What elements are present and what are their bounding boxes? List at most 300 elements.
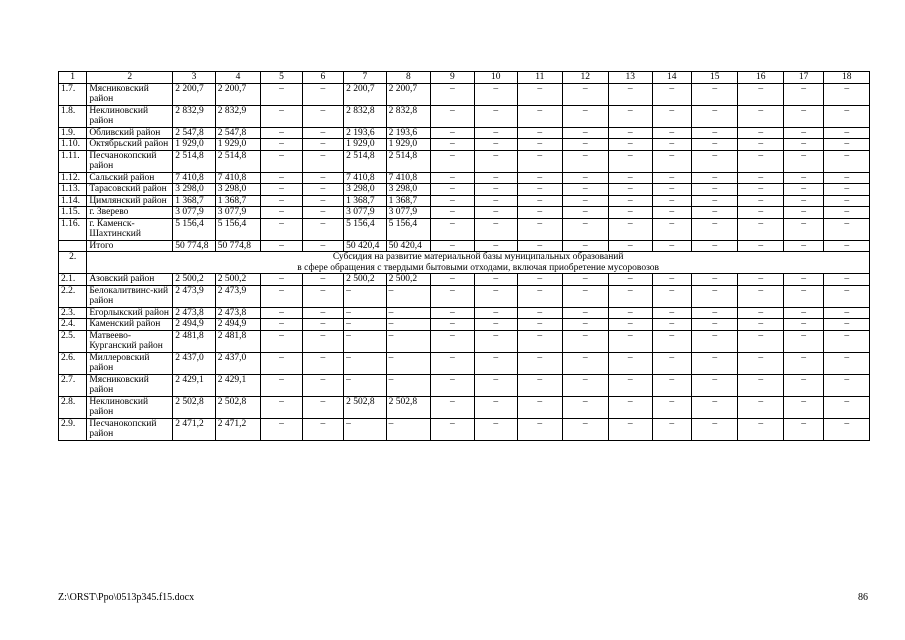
value-cell: 3 298,0 — [173, 184, 215, 196]
value-cell: – — [518, 139, 562, 151]
value-cell: – — [386, 285, 430, 307]
column-number: 14 — [652, 72, 691, 84]
value-cell: 5 156,4 — [215, 218, 261, 240]
value-cell: – — [261, 83, 302, 105]
value-cell: – — [474, 319, 517, 331]
value-cell: – — [691, 105, 738, 127]
value-cell: – — [824, 184, 870, 196]
row-number: 2.4. — [59, 319, 87, 331]
value-cell: – — [562, 195, 609, 207]
row-number: 2.5. — [59, 330, 87, 352]
value-cell: – — [474, 184, 517, 196]
value-cell: – — [691, 127, 738, 139]
value-cell: 2 494,9 — [173, 319, 215, 331]
value-cell: – — [783, 396, 823, 418]
value-cell: – — [344, 285, 386, 307]
table-row — [59, 195, 870, 207]
value-cell: – — [691, 319, 738, 331]
budget-table — [58, 71, 870, 441]
value-cell: – — [562, 330, 609, 352]
value-cell: 2 832,9 — [173, 105, 215, 127]
value-cell: – — [431, 184, 474, 196]
value-cell: – — [609, 418, 652, 440]
row-number: 2.9. — [59, 418, 87, 440]
value-cell: 7 410,8 — [344, 172, 386, 184]
value-cell: – — [562, 139, 609, 151]
value-cell: – — [738, 83, 784, 105]
value-cell: – — [652, 240, 691, 252]
column-number: 1 — [59, 72, 87, 84]
value-cell: 5 156,4 — [173, 218, 215, 240]
row-number: 1.14. — [59, 195, 87, 207]
value-cell: – — [474, 240, 517, 252]
district-name: Егорлыкский район — [87, 307, 173, 319]
value-cell: – — [738, 274, 784, 286]
value-cell: 1 929,0 — [344, 139, 386, 151]
value-cell: – — [783, 352, 823, 374]
value-cell: – — [652, 218, 691, 240]
value-cell: – — [609, 396, 652, 418]
value-cell: – — [431, 330, 474, 352]
value-cell: 3 077,9 — [215, 207, 261, 219]
value-cell: – — [824, 330, 870, 352]
row-number: 2.1. — [59, 274, 87, 286]
district-name: Песчанокопский район — [87, 418, 173, 440]
value-cell: – — [518, 396, 562, 418]
value-cell: 2 494,9 — [215, 319, 261, 331]
value-cell: – — [691, 307, 738, 319]
value-cell: – — [518, 172, 562, 184]
table-row — [59, 207, 870, 219]
value-cell: – — [738, 150, 784, 172]
value-cell: – — [824, 274, 870, 286]
footer-page-number: 86 — [858, 592, 868, 603]
district-name: Итого — [87, 240, 173, 252]
value-cell: – — [302, 240, 343, 252]
value-cell: – — [691, 150, 738, 172]
value-cell: – — [562, 105, 609, 127]
row-number: 1.8. — [59, 105, 87, 127]
value-cell: – — [652, 307, 691, 319]
value-cell: – — [738, 184, 784, 196]
value-cell: 2 429,1 — [173, 374, 215, 396]
table-row — [59, 319, 870, 331]
value-cell: – — [783, 127, 823, 139]
value-cell: – — [261, 307, 302, 319]
value-cell: – — [302, 172, 343, 184]
value-cell: 2 547,8 — [173, 127, 215, 139]
value-cell: – — [518, 307, 562, 319]
value-cell: – — [609, 218, 652, 240]
value-cell: 50 420,4 — [344, 240, 386, 252]
value-cell: – — [738, 105, 784, 127]
row-number: 1.10. — [59, 139, 87, 151]
value-cell: – — [738, 207, 784, 219]
value-cell: – — [652, 396, 691, 418]
value-cell: – — [652, 195, 691, 207]
section-title-line2: в сфере обращения с твердыми бытовыми отходами, включая приобретение мусоровозов — [297, 262, 660, 273]
row-number: 1.12. — [59, 172, 87, 184]
value-cell: – — [652, 418, 691, 440]
value-cell: – — [474, 374, 517, 396]
value-cell: – — [652, 207, 691, 219]
district-name: Песчанокопский район — [87, 150, 173, 172]
value-cell: – — [261, 127, 302, 139]
value-cell: – — [261, 218, 302, 240]
value-cell: – — [562, 319, 609, 331]
value-cell: – — [562, 240, 609, 252]
value-cell: – — [783, 139, 823, 151]
column-number: 13 — [609, 72, 652, 84]
value-cell: – — [738, 374, 784, 396]
value-cell: – — [652, 374, 691, 396]
value-cell: – — [783, 307, 823, 319]
footer-file-path: Z:\ORST\Ppo\0513p345.f15.docx — [58, 592, 195, 603]
value-cell: – — [386, 330, 430, 352]
value-cell: – — [738, 172, 784, 184]
value-cell: – — [431, 218, 474, 240]
value-cell: – — [344, 330, 386, 352]
value-cell: 2 200,7 — [386, 83, 430, 105]
value-cell: – — [261, 374, 302, 396]
value-cell: – — [691, 218, 738, 240]
value-cell: 2 193,6 — [386, 127, 430, 139]
value-cell: – — [518, 150, 562, 172]
value-cell: – — [609, 307, 652, 319]
value-cell: – — [518, 319, 562, 331]
value-cell: – — [691, 172, 738, 184]
value-cell: – — [824, 83, 870, 105]
value-cell: – — [518, 352, 562, 374]
value-cell: – — [302, 150, 343, 172]
value-cell: – — [474, 127, 517, 139]
value-cell: – — [652, 105, 691, 127]
value-cell: – — [518, 83, 562, 105]
value-cell: – — [824, 285, 870, 307]
value-cell: – — [431, 172, 474, 184]
row-number: 2.7. — [59, 374, 87, 396]
value-cell: – — [824, 207, 870, 219]
value-cell: – — [652, 139, 691, 151]
value-cell: 2 547,8 — [215, 127, 261, 139]
value-cell: – — [261, 207, 302, 219]
value-cell: 2 514,8 — [173, 150, 215, 172]
value-cell: – — [609, 105, 652, 127]
value-cell: – — [431, 240, 474, 252]
value-cell: – — [474, 105, 517, 127]
value-cell: – — [344, 352, 386, 374]
value-cell: – — [261, 418, 302, 440]
value-cell: 2 500,2 — [215, 274, 261, 286]
value-cell: – — [302, 285, 343, 307]
district-name: Обливский район — [87, 127, 173, 139]
value-cell: – — [431, 418, 474, 440]
value-cell: – — [783, 330, 823, 352]
value-cell: 5 156,4 — [344, 218, 386, 240]
value-cell: – — [302, 418, 343, 440]
value-cell: – — [562, 274, 609, 286]
value-cell: – — [783, 240, 823, 252]
value-cell: – — [518, 218, 562, 240]
value-cell: 3 298,0 — [386, 184, 430, 196]
value-cell: 2 200,7 — [344, 83, 386, 105]
value-cell: – — [562, 127, 609, 139]
column-number: 8 — [386, 72, 430, 84]
value-cell: – — [386, 352, 430, 374]
value-cell: – — [824, 319, 870, 331]
value-cell: 1 368,7 — [173, 195, 215, 207]
value-cell: – — [783, 374, 823, 396]
value-cell: – — [518, 418, 562, 440]
column-number: 7 — [344, 72, 386, 84]
value-cell: 1 929,0 — [386, 139, 430, 151]
value-cell: – — [738, 218, 784, 240]
value-cell: – — [474, 396, 517, 418]
value-cell: – — [474, 218, 517, 240]
value-cell: 2 502,8 — [386, 396, 430, 418]
value-cell: – — [783, 207, 823, 219]
value-cell: – — [783, 218, 823, 240]
table-row — [59, 139, 870, 151]
value-cell: – — [652, 184, 691, 196]
value-cell: 2 500,2 — [173, 274, 215, 286]
value-cell: – — [386, 418, 430, 440]
value-cell: – — [738, 285, 784, 307]
value-cell: – — [344, 307, 386, 319]
row-number: 1.16. — [59, 218, 87, 240]
value-cell: 2 500,2 — [344, 274, 386, 286]
value-cell: 2 832,8 — [344, 105, 386, 127]
value-cell: – — [783, 150, 823, 172]
value-cell: – — [609, 139, 652, 151]
value-cell: – — [302, 396, 343, 418]
value-cell: 2 514,8 — [215, 150, 261, 172]
value-cell: – — [824, 218, 870, 240]
table-row — [59, 218, 870, 240]
column-number: 3 — [173, 72, 215, 84]
value-cell: – — [302, 207, 343, 219]
value-cell: – — [652, 285, 691, 307]
value-cell: – — [302, 319, 343, 331]
value-cell: – — [261, 396, 302, 418]
value-cell: – — [691, 207, 738, 219]
district-name: г. Зверево — [87, 207, 173, 219]
column-number: 6 — [302, 72, 343, 84]
column-number: 12 — [562, 72, 609, 84]
value-cell: 50 420,4 — [386, 240, 430, 252]
value-cell: – — [824, 374, 870, 396]
table-row — [59, 105, 870, 127]
value-cell: – — [386, 307, 430, 319]
value-cell: – — [562, 396, 609, 418]
value-cell: – — [474, 207, 517, 219]
value-cell: – — [474, 418, 517, 440]
value-cell: – — [783, 172, 823, 184]
value-cell: – — [474, 139, 517, 151]
value-cell: 2 832,8 — [386, 105, 430, 127]
value-cell: – — [691, 285, 738, 307]
value-cell: – — [691, 352, 738, 374]
table-row — [59, 274, 870, 286]
value-cell: 2 471,2 — [173, 418, 215, 440]
value-cell: – — [431, 150, 474, 172]
value-cell: – — [824, 139, 870, 151]
header-row — [59, 72, 870, 84]
district-name: Белокалитвинс-кий район — [87, 285, 173, 307]
row-number: 2.3. — [59, 307, 87, 319]
value-cell: – — [562, 418, 609, 440]
value-cell: – — [302, 195, 343, 207]
column-number: 18 — [824, 72, 870, 84]
value-cell: 7 410,8 — [386, 172, 430, 184]
district-name: Цимлянский район — [87, 195, 173, 207]
value-cell: – — [302, 184, 343, 196]
value-cell: – — [302, 218, 343, 240]
row-number: 1.11. — [59, 150, 87, 172]
value-cell: 1 929,0 — [215, 139, 261, 151]
value-cell: – — [652, 319, 691, 331]
value-cell: – — [562, 150, 609, 172]
value-cell: – — [518, 105, 562, 127]
value-cell: 2 473,8 — [173, 307, 215, 319]
value-cell: – — [261, 184, 302, 196]
value-cell: – — [824, 195, 870, 207]
value-cell: 2 514,8 — [386, 150, 430, 172]
table-row — [59, 418, 870, 440]
district-name: Неклиновский район — [87, 396, 173, 418]
value-cell: – — [824, 105, 870, 127]
value-cell: – — [302, 274, 343, 286]
value-cell: – — [783, 274, 823, 286]
district-name: Матвеево-Курганский район — [87, 330, 173, 352]
value-cell: – — [431, 352, 474, 374]
value-cell: 2 473,8 — [215, 307, 261, 319]
value-cell: – — [474, 330, 517, 352]
district-name: Неклиновский район — [87, 105, 173, 127]
row-number: 1.13. — [59, 184, 87, 196]
value-cell: – — [431, 319, 474, 331]
table-row — [59, 150, 870, 172]
value-cell: – — [824, 396, 870, 418]
value-cell: – — [302, 83, 343, 105]
district-name: Сальский район — [87, 172, 173, 184]
value-cell: – — [518, 374, 562, 396]
district-name: Миллеровский район — [87, 352, 173, 374]
value-cell: – — [261, 240, 302, 252]
value-cell: – — [431, 285, 474, 307]
value-cell: – — [738, 240, 784, 252]
value-cell: – — [302, 330, 343, 352]
value-cell: – — [344, 374, 386, 396]
value-cell: 3 298,0 — [344, 184, 386, 196]
value-cell: – — [691, 240, 738, 252]
value-cell: 2 473,9 — [173, 285, 215, 307]
value-cell: – — [738, 352, 784, 374]
value-cell: – — [609, 319, 652, 331]
value-cell: – — [431, 195, 474, 207]
value-cell: – — [824, 418, 870, 440]
column-number: 15 — [691, 72, 738, 84]
value-cell: – — [562, 218, 609, 240]
value-cell: – — [302, 352, 343, 374]
value-cell: – — [261, 319, 302, 331]
value-cell: 1 368,7 — [386, 195, 430, 207]
value-cell: – — [518, 195, 562, 207]
column-number: 9 — [431, 72, 474, 84]
value-cell: – — [783, 83, 823, 105]
value-cell: 3 077,9 — [173, 207, 215, 219]
value-cell: 2 429,1 — [215, 374, 261, 396]
row-number — [59, 240, 87, 252]
value-cell: – — [652, 172, 691, 184]
row-number: 2.6. — [59, 352, 87, 374]
value-cell: – — [474, 83, 517, 105]
value-cell: 2 502,8 — [173, 396, 215, 418]
value-cell: – — [261, 352, 302, 374]
value-cell: – — [609, 195, 652, 207]
value-cell: – — [518, 184, 562, 196]
value-cell: – — [431, 307, 474, 319]
value-cell: – — [609, 207, 652, 219]
value-cell: – — [652, 352, 691, 374]
value-cell: 7 410,8 — [173, 172, 215, 184]
value-cell: 2 193,6 — [344, 127, 386, 139]
value-cell: – — [562, 83, 609, 105]
section-number: 2. — [59, 252, 87, 274]
column-number: 17 — [783, 72, 823, 84]
value-cell: 3 298,0 — [215, 184, 261, 196]
value-cell: – — [302, 307, 343, 319]
district-name: Тарасовский район — [87, 184, 173, 196]
value-cell: – — [738, 127, 784, 139]
value-cell: – — [261, 105, 302, 127]
value-cell: – — [302, 139, 343, 151]
value-cell: – — [652, 274, 691, 286]
value-cell: – — [431, 274, 474, 286]
value-cell: – — [609, 150, 652, 172]
value-cell: 3 077,9 — [344, 207, 386, 219]
value-cell: – — [562, 184, 609, 196]
value-cell: 50 774,8 — [173, 240, 215, 252]
value-cell: – — [518, 285, 562, 307]
value-cell: – — [474, 195, 517, 207]
value-cell: – — [824, 172, 870, 184]
value-cell: 7 410,8 — [215, 172, 261, 184]
value-cell: – — [691, 83, 738, 105]
value-cell: – — [609, 352, 652, 374]
value-cell: – — [474, 274, 517, 286]
value-cell: – — [261, 330, 302, 352]
row-number: 2.8. — [59, 396, 87, 418]
district-name: Азовский район — [87, 274, 173, 286]
district-name: Мясниковский район — [87, 83, 173, 105]
table-row — [59, 83, 870, 105]
value-cell: – — [824, 127, 870, 139]
value-cell: – — [609, 274, 652, 286]
value-cell: – — [302, 127, 343, 139]
table-row — [59, 307, 870, 319]
table-row — [59, 396, 870, 418]
value-cell: – — [691, 418, 738, 440]
value-cell: – — [738, 139, 784, 151]
value-cell: – — [652, 330, 691, 352]
value-cell: – — [474, 172, 517, 184]
value-cell: – — [652, 83, 691, 105]
table-row — [59, 330, 870, 352]
district-name: Каменский район — [87, 319, 173, 331]
value-cell: – — [261, 150, 302, 172]
value-cell: – — [738, 396, 784, 418]
